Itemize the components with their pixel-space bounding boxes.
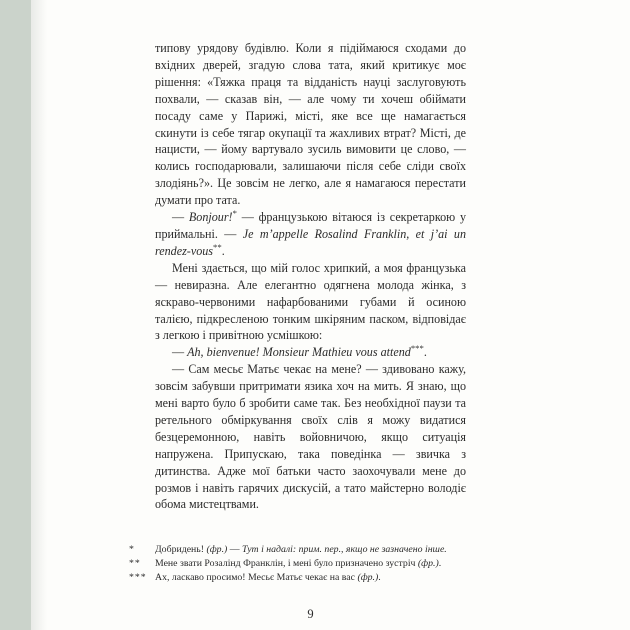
text-run: . (378, 572, 381, 584)
text-run: . (423, 345, 427, 360)
body-paragraphs (155, 40, 466, 513)
text-run: Мені здається, що мій голос хрипкий, а моя французька — невиразна. Але елегантно одягнена молода жінка, з яскраво-червоними нафарбованими губами й осиною талією, підкресленою тонким шкіряним паском, відповідає з легкою і привітною усмішкою: (155, 260, 466, 343)
text-run: — Сам месьє Матьє чекає на мене? — здивовано кажу, зовсім забувши притримати язика хоч на мить. Я знаю, що мені варто було б зробити саме так. Без необхідної паузи та ретельного обміркування своїх слів я можу видатися безцеремонною, навіть войовничою, якщо ситуація напружена. Припускаю, така поведінка — звичка з дитинства. Адже мої батьки часто заохочували мене до розмов і навіть гарячих дискусій, а тато майстерно володіє обома мистецтвами. (155, 362, 466, 512)
text-run: . (438, 558, 442, 570)
footnote-reference: * (232, 208, 237, 219)
italic-text: Je m’appelle Rosalind Franklin, et j’ai un rendez-vous (155, 226, 466, 258)
italic-text: Bonjour! (188, 210, 233, 225)
paragraph (155, 40, 466, 209)
footnote-text (155, 571, 466, 584)
text-run: — французькою вітаюся із секретаркою у приймальні. — (155, 210, 466, 241)
text-run: Мене звати Розалінд Франклін, і мені було призначено зустріч (155, 558, 418, 570)
text-run: типову урядову будівлю. Коли я підіймаюся сходами до вхідних дверей, згадую слова тата, який критикує моє рішення: «Тяжка праця та відданість науці заслуговують похвали, — сказав він, — але чому ти хочеш обіймати посаду саме у Парижі, місті, яке все ще намагається скинути із себе тягар окупації та жахливих втрат? Місті, де нацисти, — йому вартувало зусиль вимовити це слово, — колись господарювали, залишаючи після себе сліди своїх злодіянь?». Це зовсім не легко, але я намагаюся перестати думати про тата. (155, 41, 466, 208)
footnote-text (155, 557, 466, 570)
footnote-marker: *** (129, 572, 147, 584)
page-gutter-band (0, 0, 31, 630)
text-run: . (221, 243, 225, 258)
text-run: Ах, ласкаво просимо! Месьє Матьє чекає на вас (155, 572, 358, 584)
italic-text: (фр.) (417, 558, 439, 570)
paragraph (155, 260, 466, 345)
text-run: Добридень! (155, 544, 207, 555)
footnote-text (155, 543, 466, 556)
footnote (129, 557, 466, 570)
page-number: 9 (307, 607, 314, 621)
footnote (129, 543, 466, 556)
paragraph (155, 344, 466, 361)
footnote-reference: *** (410, 343, 424, 354)
text-run: — (172, 210, 189, 225)
italic-text: (фр.) (206, 544, 228, 555)
footnotes (129, 543, 466, 586)
footnote-marker: * (129, 544, 135, 555)
page-gutter-shadow (31, 0, 47, 630)
text-run: — (172, 345, 188, 360)
italic-text: (фр.) (357, 572, 379, 584)
italic-text: Ah, bienvenue! Monsieur Mathieu vous attend (187, 345, 411, 360)
italic-text: Тут і надалі: прим. пер., якщо не зазначено інше. (242, 544, 447, 555)
footnote-reference: ** (213, 241, 222, 252)
footnote-marker: ** (129, 558, 141, 570)
paragraph (155, 209, 466, 260)
paragraph (155, 361, 466, 513)
text-run: — (227, 544, 242, 555)
footnote (129, 571, 466, 584)
